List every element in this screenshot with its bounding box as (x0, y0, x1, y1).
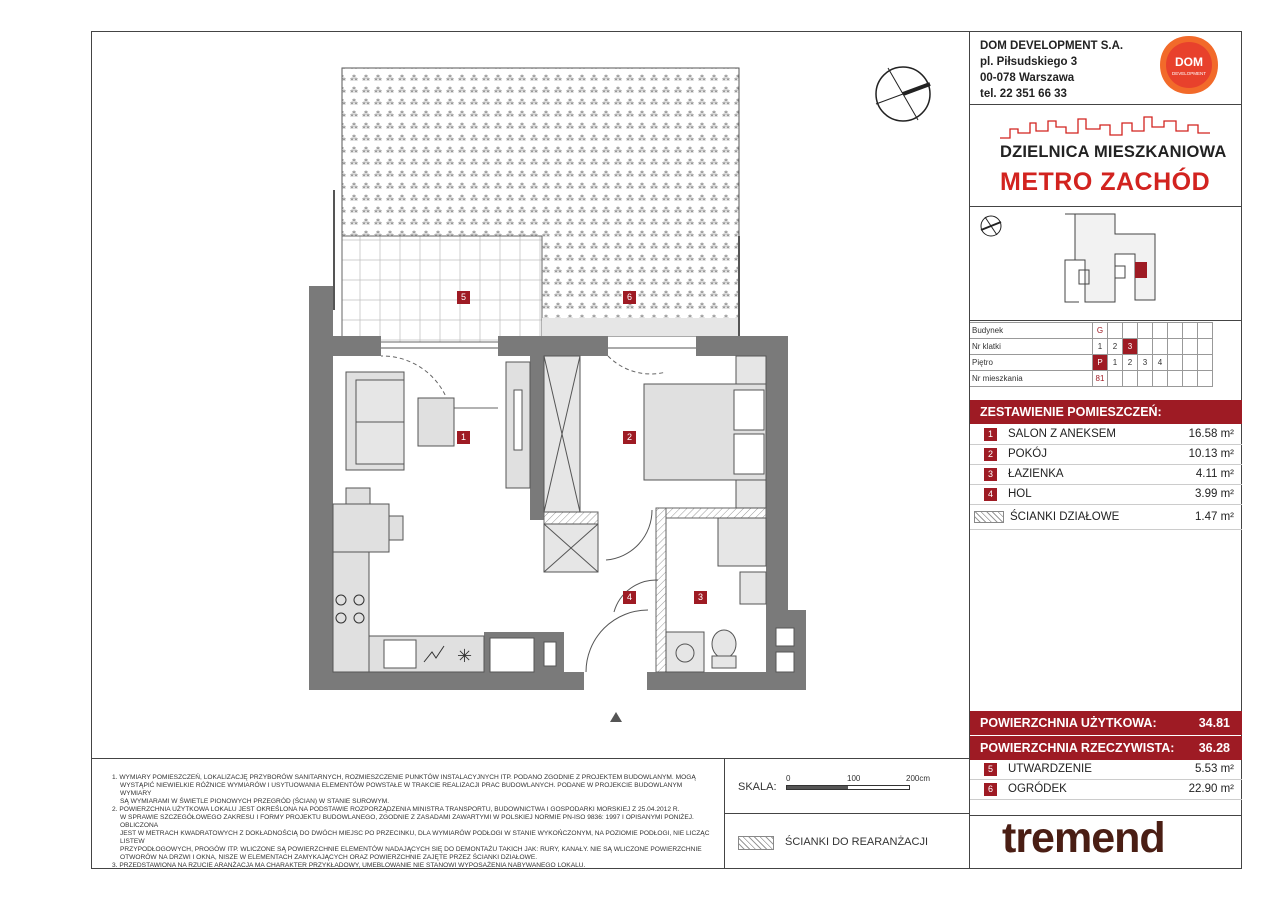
brand-line-1: DZIELNICA MIESZKANIOWA (1000, 143, 1227, 161)
compass-icon (981, 216, 1001, 236)
wall (309, 336, 381, 356)
key-plan (975, 210, 1165, 310)
actual-area-value: 36.28 (1198, 741, 1230, 755)
svg-text:✳: ✳ (457, 646, 473, 667)
floor-plan (92, 32, 970, 758)
scale-tick-100: 100 (847, 774, 861, 783)
specs-table (970, 322, 1213, 387)
plan-label-4: 4 (623, 591, 636, 604)
rooms-header: ZESTAWIENIE POMIESZCZEŃ: (970, 400, 1242, 424)
room-row: 3 ŁAZIENKA 4.11 m² (970, 465, 1242, 485)
company-address-1: pl. Piłsudskiego 3 (980, 56, 1078, 68)
spec-row-pietro: Piętro P 1 2 3 4 (970, 355, 1213, 371)
plan-label-1: 1 (457, 431, 470, 444)
outdoor-list (970, 760, 1242, 800)
logo-text-sub: DEVELOPMENT (1171, 71, 1207, 76)
room-row: 2 POKÓJ 10.13 m² (970, 445, 1242, 465)
shower (718, 518, 766, 566)
logo-text-main: DOM (1175, 55, 1203, 69)
company-phone: tel. 22 351 66 33 (980, 88, 1067, 100)
scale-tick-0: 0 (786, 774, 791, 783)
partitions-row: ŚCIANKI DZIAŁOWE 1.47 m² (970, 505, 1242, 530)
plan-label-3: 3 (694, 591, 707, 604)
room-row: 4 HOL 3.99 m² (970, 485, 1242, 505)
dining-table (333, 504, 389, 552)
outdoor-row: 5 UTWARDZENIE 5.53 m² (970, 760, 1242, 780)
rearrange-legend: ŚCIANKI DO REARANŻACJI (785, 836, 929, 848)
hatch-swatch (974, 511, 1004, 523)
dom-development-logo (1158, 34, 1220, 96)
usable-area-label: POWIERZCHNIA UŻYTKOWA: (980, 716, 1157, 730)
kitchen-counter (333, 552, 369, 672)
paving-area (342, 236, 542, 342)
skyline-icon (1000, 113, 1210, 139)
brand-line-2: METRO ZACHÓD (1000, 168, 1211, 196)
usable-area-value: 34.81 (1198, 716, 1230, 730)
plan-label-2: 2 (623, 431, 636, 444)
plan-label-5: 5 (457, 291, 470, 304)
wall (498, 336, 608, 356)
spec-row-budynek: Budynek G (970, 323, 1213, 339)
plan-label-6: 6 (623, 291, 636, 304)
tremend-logo: tremend (1002, 814, 1165, 862)
usable-area-bar (970, 711, 1242, 735)
toilet (712, 630, 736, 658)
spec-row-mieszkanie: Nr mieszkania 81 (970, 371, 1213, 387)
room-row: 1 SALON Z ANEKSEM 16.58 m² (970, 425, 1242, 445)
company-info (980, 38, 1123, 102)
compass-icon (876, 67, 930, 121)
spec-row-klatka: Nr klatki 1 2 3 (970, 339, 1213, 355)
company-name: DOM DEVELOPMENT S.A. (980, 40, 1124, 52)
sink (740, 572, 766, 604)
notes: 1. WYMIARY POMIESZCZEŃ, LOKALIZACJĘ PRZYBORÓW SANITARNYCH, ROZMIESZCZENIE PUNKTÓW INSTALACYJNYCH ITP. PODANO ZGODNIE Z PROJEKTEM BUDOWLANYM. MOGĄ WYSTĄPIĆ NIEWIELKIE RÓŻNICE WYMIARÓW I USYTUOWANIA ELEMENTÓW POWSTAŁE W TRAKCIE REALIZACJI PRAC BUDOWLANYCH. PODANE W PROJEKCIE BUDOWLANYM WYMIARY SĄ WYMIARAMI W ŚWIETLE PIONOWYCH PRZEGRÓD (ŚCIAN) W STANIE SUROWYM. 2. POWIERZCHNIA UŻYTKOWA LOKALU JEST OKREŚLONA NA PODSTAWIE ROZPORZĄDZENIA MINISTRA TRANSPORTU, BUDOWNICTWA I GOSPODARKI MORSKIEJ Z 25.04.2012 R. W SPRAWIE SZCZEGÓŁOWEGO ZAKRESU I FORMY PROJEKTU BUDOWLANEGO, ZGODNIE Z ZASADAMI ZAWARTYMI W POLSKIEJ NORMIE PN-ISO 9836: 1997 I OPISANYMI PONIŻEJ. OBLICZONA JEST W METRACH KWADRATOWYCH Z DOKŁADNOŚCIĄ DO DWÓCH MIEJSC PO PRZECINKU, DLA WYMIARÓW PODŁOGI W STANIE WYKOŃCZONYM, NA POZIOMIE PODŁOGI, NIE LICZĄC LISTEW PRZYPODŁOGOWYCH, PROGÓW ITP. WLICZONE SĄ POWIERZCHNIE ELEMENTÓW NADAJĄCYCH SIĘ DO DEMONTAŻU TAKICH JAK: RURY, KANAŁY. NIE SĄ WLICZONE POWIERZCHNIE OTWORÓW NA DRZWI I OKNA, NISZE W ELEMENTACH ZAMYKAJĄCYCH ORAZ POWIERZCHNIE ZAJĘTE PRZEZ ŚCIANKI DZIAŁOWE. 3. PRZEDSTAWIONA NA RZUCIE ARANŻACJA MA CHARAKTER PRZYKŁADOWY, UMEBLOWANIE NIE STANOWI WYPOSAŻENIA NABYWANEGO LOKALU. (112, 774, 710, 869)
wall (530, 356, 544, 520)
wall (766, 336, 788, 611)
actual-area-bar (970, 736, 1242, 760)
actual-area-label: POWIERZCHNIA RZECZYWISTA: (980, 741, 1175, 755)
rooms-list (970, 425, 1242, 530)
wall (309, 672, 584, 690)
scale-label: SKALA: (738, 781, 777, 793)
scale-tick-200: 200cm (906, 774, 931, 783)
outdoor-row: 6 OGRÓDEK 22.90 m² (970, 780, 1242, 800)
spec-label: Budynek (970, 323, 1093, 339)
wall (766, 610, 806, 690)
rearrange-swatch (738, 836, 774, 850)
company-address-2: 00-078 Warszawa (980, 72, 1075, 84)
scale-bar (786, 785, 910, 790)
coffee-table (418, 398, 454, 446)
